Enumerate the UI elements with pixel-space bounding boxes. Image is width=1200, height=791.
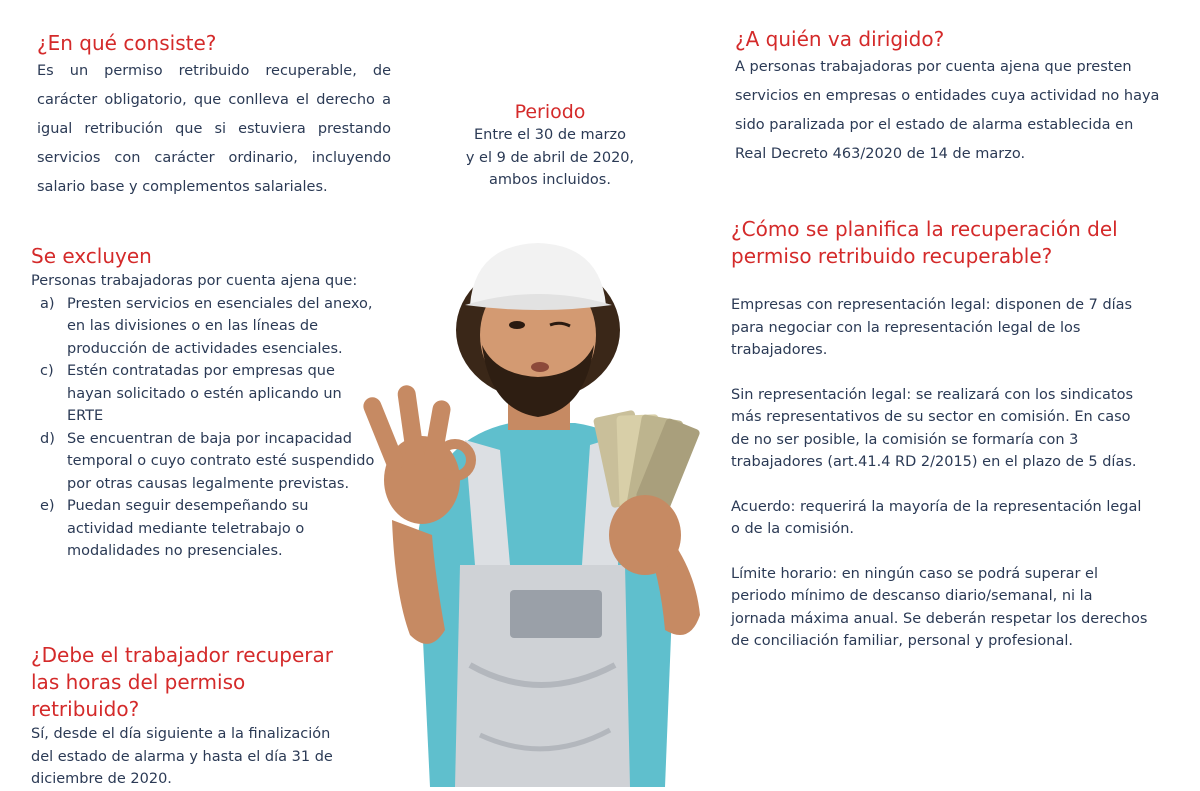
list-item-text: Presten servicios en esenciales del anexo, en las divisiones o en las líneas de producción de actividades esenciales. [67, 295, 373, 357]
section-planifica [731, 216, 1151, 653]
periodo-line: ambos incluidos. [489, 172, 611, 188]
list-item [31, 495, 376, 563]
section-debe [31, 642, 351, 791]
consiste-title: ¿En qué consiste? [37, 31, 217, 55]
list-item [31, 428, 376, 496]
planifica-paragraph: Límite horario: en ningún caso se podrá superar el periodo mínimo de descanso diario/semanal, ni la jornada máxima anual. Se deberán respetar los derechos de conciliación familiar, personal y profesional. [731, 565, 1148, 649]
excluyen-list [31, 293, 376, 563]
list-marker: e) [40, 498, 55, 514]
worker-ok-sign-icon [360, 235, 720, 787]
list-item [31, 360, 376, 428]
planifica-paragraph: Sin representación legal: se realizará con los sindicatos más representativos de su sector en comisión. En caso de no ser posible, la comisión se formaría con 3 trabajadores (art.41.4 RD 2/2015) en el plazo de 5 días. [731, 386, 1137, 470]
excluyen-intro: Personas trabajadoras por cuenta ajena que: [31, 273, 358, 289]
list-marker: c) [40, 363, 54, 379]
section-periodo [440, 100, 660, 192]
planifica-title: ¿Cómo se planifica la recuperación del permiso retribuido recuperable? [731, 217, 1118, 268]
periodo-line: y el 9 de abril de 2020, [465, 149, 635, 166]
debe-title: ¿Debe el trabajador recuperar las horas del permiso retribuido? [31, 643, 333, 721]
periodo-line: Entre el 30 de marzo [473, 127, 627, 143]
list-item [31, 293, 376, 361]
planifica-body [731, 294, 1151, 653]
excluyen-title: Se excluyen [31, 244, 152, 268]
section-excluyen [31, 243, 376, 563]
list-item-text: Puedan seguir desempeñando su actividad mediante teletrabajo o modalidades no presenciales. [67, 498, 309, 559]
list-item-text: Se encuentran de baja por incapacidad temporal o cuyo contrato esté suspendido por otras causas legalmente previstas. [67, 430, 375, 492]
consiste-body: Es un permiso retribuido recuperable, de carácter obligatorio, que conlleva el derecho a igual retribución que si estuviera prestando servicios con carácter ordinario, incluyendo salario base y complementos salariales. [37, 63, 391, 195]
list-item-text: Estén contratadas por empresas que hayan solicitado o estén aplicando un ERTE [67, 363, 342, 424]
section-dirigido [735, 26, 1160, 169]
periodo-title: Periodo [514, 101, 586, 123]
planifica-paragraph: Empresas con representación legal: disponen de 7 días para negociar con la representación legal de los trabajadores. [731, 297, 1133, 358]
planifica-paragraph: Acuerdo: requerirá la mayoría de la representación legal o de la comisión. [731, 498, 1142, 537]
list-marker: d) [40, 430, 55, 447]
debe-body: Sí, desde el día siguiente a la finalización del estado de alarma y hasta el día 31 de diciembre de 2020. [31, 726, 333, 787]
section-consiste [37, 30, 391, 202]
list-marker: a) [40, 295, 55, 312]
dirigido-title: ¿A quién va dirigido? [735, 27, 945, 51]
dirigido-body: A personas trabajadoras por cuenta ajena que presten servicios en empresas o entidades cuya actividad no haya sido paralizada por el estado de alarma establecida en Real Decreto 463/2020 de 14 de marzo. [735, 59, 1160, 162]
